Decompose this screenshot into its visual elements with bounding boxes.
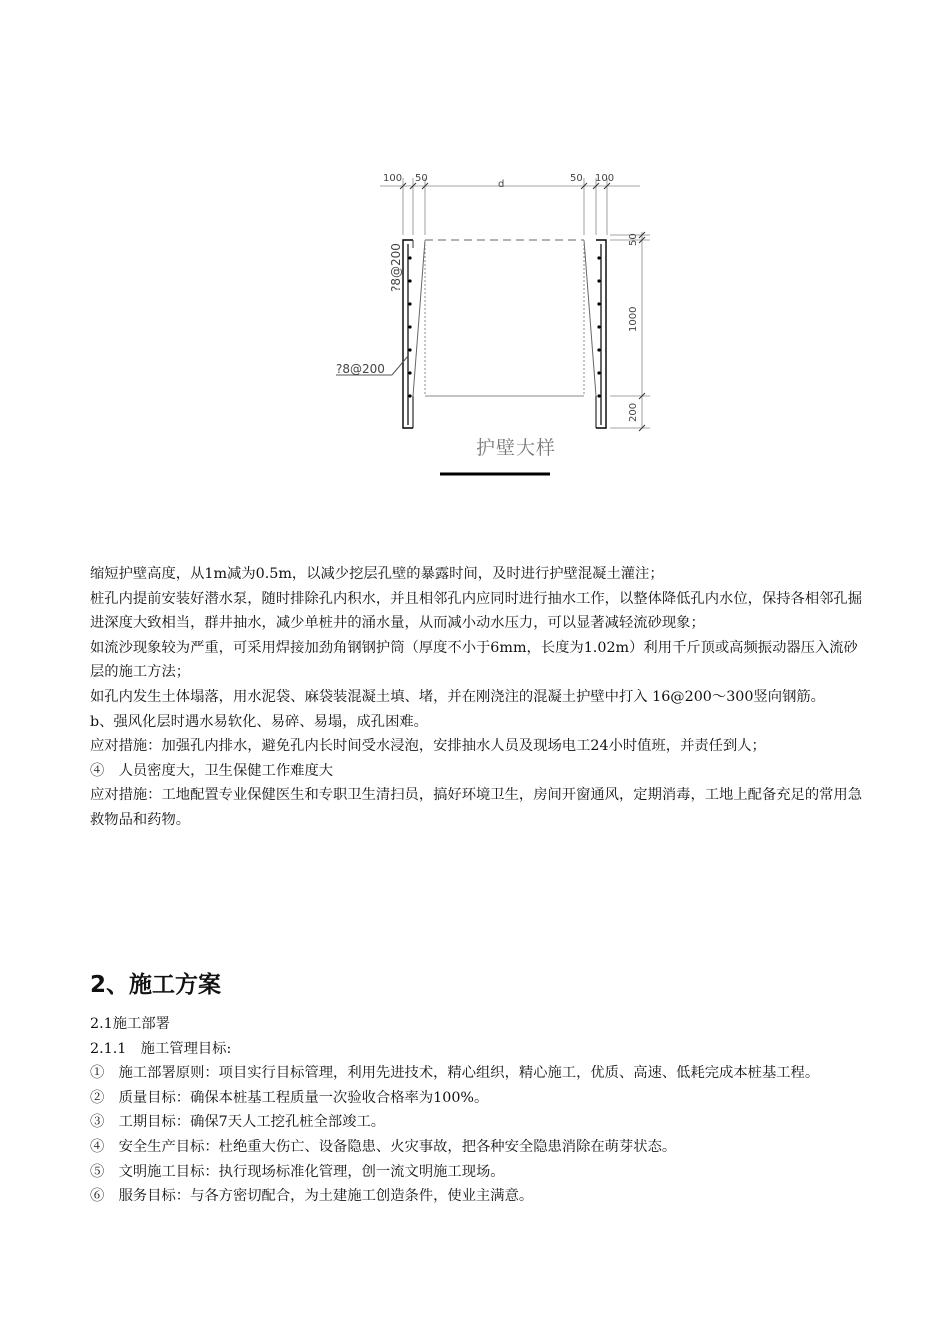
dim-right-50: 50 [628, 233, 639, 246]
paragraph: b、强风化层时遇水易软化、易碎、易塌，成孔困难。 [90, 713, 428, 730]
plan-line: ⑤ 文明施工目标：执行现场标准化管理，创一流文明施工现场。 [90, 1163, 505, 1180]
paragraph: 应对措施：工地配置专业保健医生和专职卫生清扫员，搞好环境卫生，房间开窗通风，定期消毒，工地上配备充足的常用急救物品和药物。 [90, 787, 863, 828]
plan-line: 2.1.1 施工管理目标: [90, 1040, 232, 1057]
dim-right-1000: 1000 [628, 306, 639, 332]
dim-right-200: 200 [628, 402, 639, 422]
paragraph: 应对措施：加强孔内排水，避免孔内长时间受水浸泡，安排抽水人员及现场电工24小时值班，并责任到人； [90, 738, 766, 755]
paragraph: 如孔内发生土体塌落，用水泥袋、麻袋装混凝土填、堵，并在刚浇注的混凝土护壁中打入 16@200～300竖向钢筋。 [90, 688, 825, 705]
retaining-wall-detail-drawing [300, 160, 680, 490]
construction-plan-text [90, 1012, 865, 1209]
paragraph: 缩短护壁高度，从1m减为0.5m，以减少挖层孔壁的暴露时间，及时进行护壁混凝土灌注； [90, 566, 664, 582]
plan-line: ⑥ 服务目标：与各方密切配合，为土建施工创造条件，使业主满意。 [90, 1188, 534, 1205]
rebar-label-horizontal: ?8@200 [336, 362, 385, 376]
plan-line: ③ 工期目标：确保7天人工挖孔桩全部竣工。 [90, 1114, 386, 1131]
paragraph: 桩孔内提前安装好潜水泵，随时排除孔内积水，并且相邻孔内应同时进行抽水工作，以整体降低孔内水位，保持各相邻孔掘进深度大致相当，群井抽水，减少单桩井的涌水量，从而减小动水压力，可以显著减轻流砂现象； [90, 590, 863, 632]
plan-line: 2.1施工部署 [90, 1016, 170, 1032]
measures-text [90, 562, 865, 833]
section-heading: 2、施工方案 [90, 972, 222, 998]
dim-top-d: d [498, 179, 505, 190]
dim-top-right-100: 100 [595, 173, 615, 184]
dim-top-left-50: 50 [415, 173, 428, 184]
rebar-label-vertical: ?8@200 [389, 243, 403, 292]
plan-line: ② 质量目标：确保本桩基工程质量一次验收合格率为100%。 [90, 1089, 489, 1106]
dim-top-right-50: 50 [570, 173, 583, 184]
plan-line: ④ 安全生产目标：杜绝重大伤亡、设备隐患、火灾事故，把各种安全隐患消除在萌芽状态。 [90, 1138, 677, 1155]
plan-line: ① 施工部署原则：项目实行目标管理，利用先进技术，精心组织，精心施工，优质、高速、低耗完成本桩基工程。 [90, 1065, 820, 1082]
paragraph: 如流沙现象较为严重，可采用焊接加劲角钢钢护筒（厚度不小于6mm，长度为1.02m）利用千斤顶或高频振动器压入流砂层的施工方法； [90, 639, 858, 681]
paragraph: ④ 人员密度大，卫生保健工作难度大 [90, 762, 334, 779]
figure-caption: 护壁大样 [476, 437, 557, 459]
dim-top-left-100: 100 [383, 173, 403, 184]
